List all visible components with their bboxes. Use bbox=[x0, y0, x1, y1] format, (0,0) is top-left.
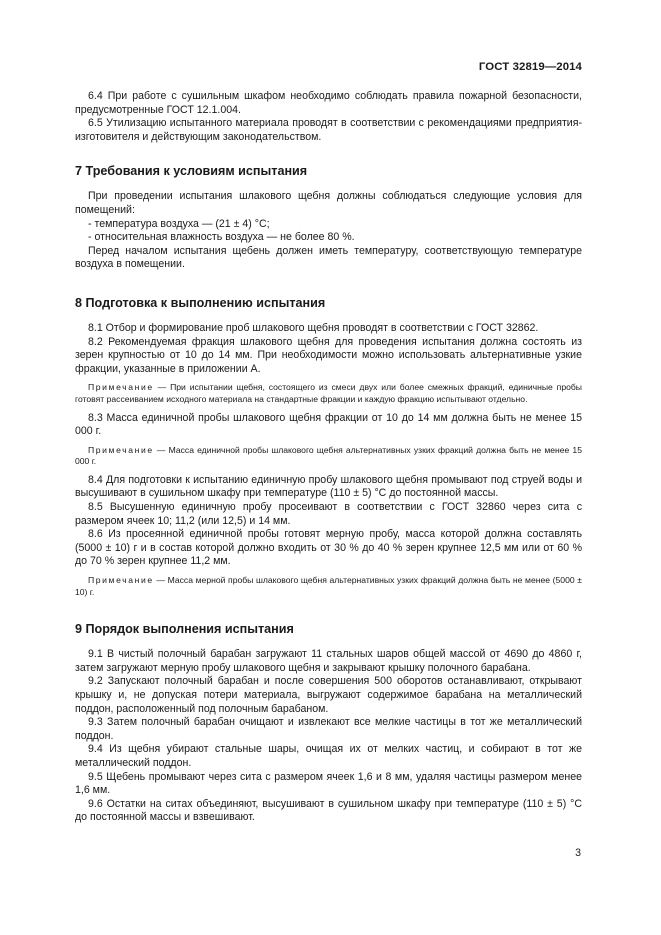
page-header-doc-code: ГОСТ 32819—2014 bbox=[478, 61, 582, 73]
note-text: — Масса единичной пробы шлакового щебня альтернативных узких фракций должна быть не менее 15 000 г. bbox=[75, 444, 582, 467]
paragraph-8-1: 8.1 Отбор и формирование проб шлакового щебня проводят в соответствии с ГОСТ 32862. bbox=[88, 321, 539, 334]
paragraph-6-4: 6.4 При работе с сушильным шкафом необходимо соблюдать правила пожарной безопасности, предусмотренные ГОСТ 12.1.004. bbox=[75, 90, 582, 116]
note-label: Примечание bbox=[88, 444, 154, 455]
paragraph-9-2: 9.2 Запускают полочный барабан и после совершения 500 оборотов останавливают, открывают крышку и, не допуская потери материала, выгружают содержимое барабана на металлический поддон, расположенный под полочным барабаном. bbox=[75, 675, 582, 715]
note-label: Примечание bbox=[88, 382, 154, 393]
paragraph-8-3: 8.3 Масса единичной пробы шлакового щебня фракции от 10 до 14 мм должна быть не менее 15 000 г. bbox=[75, 411, 582, 438]
paragraph-6-5: 6.5 Утилизацию испытанного материала проводят в соответствии с рекомендациями предприятия-изготовителя и действующим законодательством. bbox=[75, 117, 582, 143]
section-heading-7: 7 Требования к условиям испытания bbox=[75, 164, 308, 179]
paragraph-9-6: 9.6 Остатки на ситах объединяют, высушивают в сушильном шкафу при температуре (110 ± 5) °С до постоянной массы и взвешивают. bbox=[75, 797, 582, 824]
page-number: 3 bbox=[575, 847, 581, 859]
list-item-humidity: - относительная влажность воздуха — не более 80 %. bbox=[88, 231, 355, 244]
list-item-temperature: - температура воздуха — (21 ± 4) °С; bbox=[88, 217, 270, 230]
note-8-3 bbox=[75, 445, 582, 468]
paragraph-8-4: 8.4 Для подготовки к испытанию единичную пробу шлакового щебня промывают под струей воды и высушивают в сушильном шкафу при температуре (110 ± 5) °С до постоянной массы. bbox=[75, 473, 582, 500]
note-text: — При испытании щебня, состоящего из смеси двух или более смежных фракций, единичные пробы готовят рассеиванием исходного материала на стандартные фракции и каждую фракцию испытывают отдельно. bbox=[75, 382, 582, 404]
paragraph-9-3: 9.3 Затем полочный барабан очищают и извлекают все мелкие частицы в тот же металлический поддон. bbox=[75, 716, 582, 742]
paragraph-7-intro: При проведении испытания шлакового щебня должны соблюдаться следующие условия для помещений: bbox=[75, 190, 582, 216]
paragraph-8-2: 8.2 Рекомендуемая фракция шлакового щебня для проведения испытания должна состоять из зерен крупностью от 10 до 14 мм. При необходимости можно использовать альтернативные узкие фракции, указанные в приложении А. bbox=[75, 335, 582, 375]
paragraph-8-5: 8.5 Высушенную единичную пробу просеивают в соответствии с ГОСТ 32860 через сита с размером ячеек 10; 11,2 (или 12,5) и 14 мм. bbox=[75, 501, 582, 527]
paragraph-7-temperature-note: Перед началом испытания щебень должен иметь температуру, соответствующую температуре воздуха в помещении. bbox=[75, 244, 582, 271]
paragraph-9-5: 9.5 Щебень промывают через сита с размером ячеек 1,6 и 8 мм, удаляя частицы размером менее 1,6 мм. bbox=[75, 770, 582, 797]
section-heading-9: 9 Порядок выполнения испытания bbox=[75, 622, 294, 637]
note-8-2 bbox=[75, 382, 582, 405]
section-heading-8: 8 Подготовка к выполнению испытания bbox=[75, 295, 326, 310]
note-text: — Масса мерной пробы шлакового щебня альтернативных узких фракций должна быть не менее (5000 ± 10) г. bbox=[75, 575, 582, 597]
paragraph-9-1: 9.1 В чистый полочный барабан загружают 11 стальных шаров общей массой от 4690 до 4860 г, затем загружают мерную пробу шлакового щебня и закрывают крышку полочного барабана. bbox=[75, 648, 582, 674]
paragraph-8-6: 8.6 Из просеянной единичной пробы готовят мерную пробу, масса которой должна составлять (5000 ± 10) г и в состав которой должно входить от 30 % до 40 % зерен крупнее 12,5 мм или от 60 % до 70 % зерен крупнее 11,2 мм. bbox=[75, 528, 582, 568]
document-body bbox=[75, 90, 582, 825]
note-8-6 bbox=[75, 575, 582, 598]
paragraph-9-4: 9.4 Из щебня убирают стальные шары, очищая их от мелких частиц, и собирают в тот же металлический поддон. bbox=[75, 743, 582, 769]
note-label: Примечание bbox=[88, 575, 154, 586]
